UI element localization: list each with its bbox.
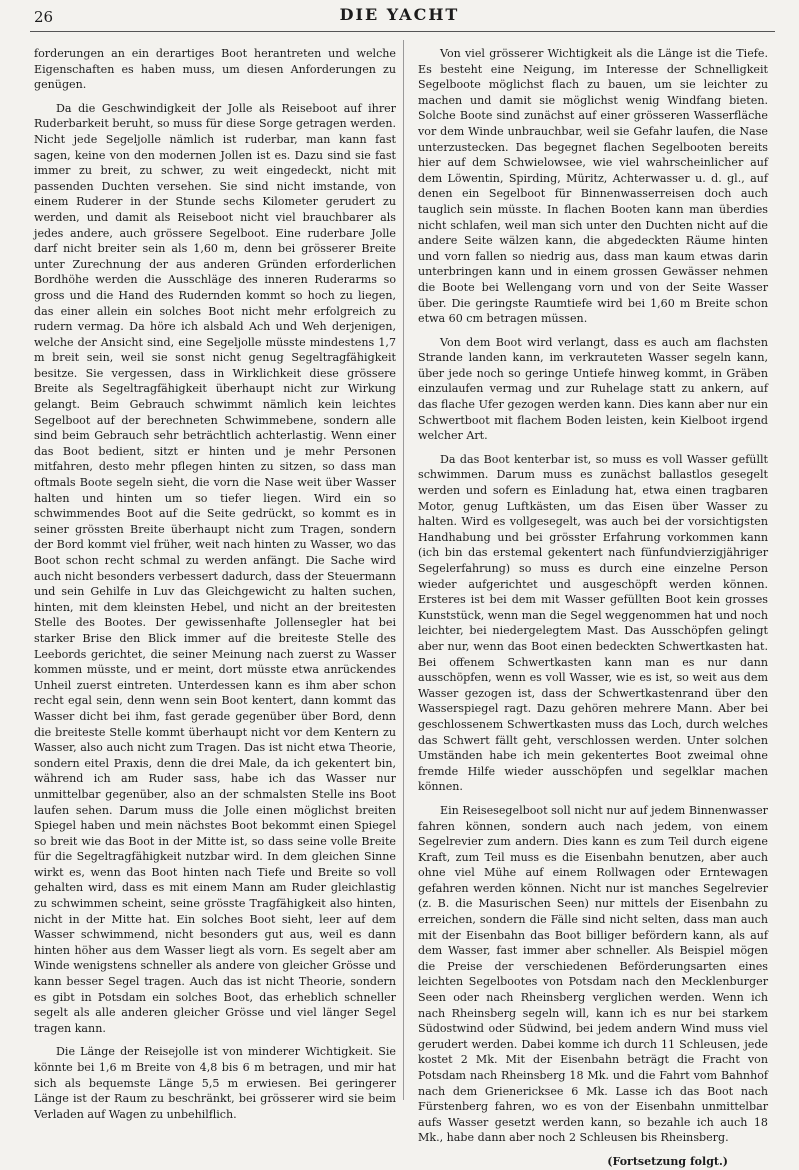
right-column (418, 46, 768, 1170)
paragraph: Ein Reisesegelboot soll nicht nur auf jedem Binnenwasser fahren können, sondern auch nach jedem, von einem Segelrevier zum andern. Dies kann es zum Teil durch eigene Kraft, zum Teil muss es die Eisenbahn benutzen, aber auch ohne viel Mühe auf einem Rollwagen oder Erntewagen gefahren werden können. Nicht nur ist manches Segelrevier (z. B. die Masurischen Seen) nur mittels der Eisenbahn zu erreichen, sondern die Fälle sind nicht selten, dass man auch mit der Eisenbahn das Boot billiger befördern kann, als auf dem Wasser, fast immer aber schneller. Als Beispiel mögen die Preise der verschiedenen Beförderungsarten eines leichten Segelbootes von Potsdam nach den Mecklenburger Seen oder nach Rheinsberg verglichen werden. Wenn ich nach Rheinsberg segeln will, kann ich es nur bei starkem Südostwind oder Südwind, bei jedem andern Wind muss viel gerudert werden. Dabei komme ich durch 11 Schleusen, jede kostet 2 Mk. Mit der Eisenbahn beträgt die Fracht von Potsdam nach Rheinsberg 18 Mk. und die Fahrt vom Bahnhof nach dem Grienericksee 6 Mk. Lasse ich das Boot nach Fürstenberg fahren, wo es von der Eisenbahn unmittelbar aufs Wasser gesetzt werden kann, so bezahle ich auch 18 Mk., habe dann aber noch 2 Schleusen bis Rheinsberg. (418, 803, 768, 1145)
paragraph: Von viel grösserer Wichtigkeit als die Länge ist die Tiefe. Es besteht eine Neigung, im Interesse der Schnelligkeit Segelboote möglichst flach zu bauen, um sie leichter zu machen und damit sie möglichst wenig Windfang bieten. Solche Boote sind zunächst auf einer grösseren Wasserfläche vor dem Winde unbrauchbar, weil sie Gefahr laufen, die Nase unterzustecken. Das begegnet flachen Segelbooten bereits hier auf dem Schwielowsee, wie viel wahrscheinlicher auf dem Löwentin, Spirding, Müritz, Achterwasser u. d. gl., auf denen ein Segelboot für Binnenwasserreisen doch auch tauglich sein müsste. In flachen Booten kann man überdies nicht schlafen, weil man sich unter den Duchten nicht auf die andere Seite wälzen kann, die abgedeckten Räume hinten und vorn fallen so niedrig aus, dass man kaum etwas darin unterbringen kann und in einem grossen Gewässer nehmen die Boote bei Wellengang vorn und von der Seite Wasser über. Die geringste Raumtiefe wird bei 1,60 m Breite schon etwa 60 cm betragen müssen. (418, 47, 768, 326)
header-rule (30, 31, 775, 32)
left-column (34, 46, 396, 1130)
paragraph: Die Länge der Reisejolle ist von minderer Wichtigkeit. Sie könnte bei 1,6 m Breite von 4,8 bis 6 m betragen, und mir hat sich als bequemste Länge 5,5 m erwiesen. Bei geringerer Länge ist der Raum zu beschränkt, bei grösserer wird sie beim Verladen auf Wagen zu unbehilflich. (34, 1045, 396, 1121)
paragraph: forderungen an ein derartiges Boot herantreten und welche Eigenschaften es haben muss, um diesen Anforderungen zu genügen. (34, 47, 396, 92)
continuation-note: (Fortsetzung folgt.) (607, 1154, 728, 1168)
paragraph: Da das Boot kenterbar ist, so muss es voll Wasser gefüllt schwimmen. Darum muss es zunächst ballastlos gesegelt werden und sofern es Einladung hat, etwa einen tragbaren Motor, genug Luftkästen, um das Eisen über Wasser zu halten. Wird es vollgesegelt, was auch bei der vorsichtigsten Handhabung und bei grösster Erfahrung vorkommen kann (ich bin das erstemal gekentert nach fünfundvierzigjähriger Segelerfahrung) so muss es durch eine einzelne Person wieder aufgerichtet und ausgeschöpft werden können. Ersteres ist bei dem mit Wasser gefüllten Boot kein grosses Kunststück, wenn man die Segel weggenommen hat und noch leichter, bei niedergelegtem Mast. Das Ausschöpfen gelingt aber nur, wenn das Boot einen bedeckten Schwertkasten hat. Bei offenem Schwertkasten kann man es nur dann ausschöpfen, wenn es voll Wasser, wie es ist, so weit aus dem Wasser gezogen ist, dass der Schwertkastenrand über den Wasserspiegel ragt. Dazu gehören mehrere Mann. Aber bei geschlossenem Schwertkasten muss das Loch, durch welches das Schwert fällt geht, verschlossen werden. Unter solchen Umständen habe ich mein gekentertes Boot zweimal ohne fremde Hilfe wieder ausschöpfen und segelklar machen können. (418, 452, 768, 794)
paragraph: Von dem Boot wird verlangt, dass es auch am flachsten Strande landen kann, im verkrauteten Wasser segeln kann, über jede noch so geringe Untiefe hinweg kommt, in Gräben einzulaufen vermag und zur Ruhelage statt zu ankern, auf das flache Ufer gezogen werden kann. Dies kann aber nur ein Schwertboot mit flachem Boden leisten, kein Kielboot irgend welcher Art. (418, 335, 768, 443)
running-title: DIE YACHT (339, 5, 460, 24)
page-number: 26 (34, 8, 54, 26)
paragraph: Da die Geschwindigkeit der Jolle als Reiseboot auf ihrer Ruderbarkeit beruht, so muss für diese Sorge getragen werden. Nicht jede Segeljolle nämlich ist ruderbar, man kann fast sagen, keine von den modernen Jollen ist es. Dazu sind sie fast immer zu breit, zu schwer, zu weit eingedeckt, nicht mit passenden Duchten versehen. Sie sind nicht imstande, von einem Ruderer in der Stunde sechs Kilometer gerudert zu werden, und damit als Reiseboot nicht viel brauchbarer als jedes andere, auch grössere Segelboot. Eine ruderbare Jolle darf nicht breiter sein als 1,60 m, denn bei grösserer Breite unter Zurechnung der aus anderen Gründen erforderlichen Bordhöhe werden die Ausschläge des inneren Ruderarms so gross und die Hand des Rudernden kommt so hoch zu liegen, das einer allein ein solches Boot nicht mehr erfolgreich zu rudern vermag. Da höre ich alsbald Ach und Weh derjenigen, welche der Ansicht sind, eine Segeljolle müsste mindestens 1,7 m breit sein, weil sie sonst nicht genug Segeltragfähigkeit besitze. Sie vergessen, dass in Wirklichkeit diese grössere Breite als Segeltragfähigkeit überhaupt nicht zur Wirkung gelangt. Beim Gebrauch schwimmt nämlich kein leichtes Segelboot auf der berechneten Schwimmebene, sondern alle sind beim Gebrauch sehr beträchtlich achterlastig. Wenn einer das Boot bedient, sitzt er hinten und je mehr Personen mitfahren, desto mehr pflegen hinten zu sitzen, so dass man oftmals Boote segeln sieht, die vorn die Nase weit über Wasser halten und hinten um so tiefer liegen. Wird ein so schwimmendes Boot auf die Seite gedrückt, so kommt es in seiner grössten Breite überhaupt nicht zum Tragen, sondern der Bord kommt viel früher, weit nach hinten zu Wasser, wo das Boot schon recht schmal zu werden anfängt. Die Sache wird auch nicht besonders verbessert dadurch, dass der Steuermann und sein Gehilfe in Luv das Gleichgewicht zu halten suchen, hinten, mit dem kleinsten Hebel, und nicht an der breitesten Stelle des Bootes. Der gewissenhafte Jollensegler hat bei starker Brise den Blick immer auf die breiteste Stelle des Leebords gerichtet, die seiner Meinung nach zuerst zu Wasser kommen müsste, und er meint, dort müsste etwa anrückendes Unheil zuerst eintreten. Unterdessen kann es ihm aber schon recht egal sein, denn wenn sein Boot kentert, dann kommt das Wasser dicht bei ihm, fast gerade gegenüber über Bord, denn die breiteste Stelle kommt überhaupt nicht vor dem Kentern zu Wasser, also auch nicht zum Tragen. Das ist nicht etwa Theorie, sondern eitel Praxis, denn die drei Male, da ich gekentert bin, während ich am Ruder sass, habe ich das Wasser nur unmittelbar gegenüber, also an der schmalsten Stelle ins Boot laufen sehen. Darum muss die Jolle einen möglichst breiten Spiegel haben und mein nächstes Boot bekommt einen Spiegel so breit wie das Boot in der Mitte ist, so dass seine volle Breite für die Segeltragfähigkeit nutzbar wird. In dem gleichen Sinne wirkt es, wenn das Boot hinten nach Tiefe und Breite so voll gehalten wird, dass es mit einem Mann am Ruder gleichlastig zu schwimmen scheint, seine grösste Tragfähigkeit also hinten, nicht in der Mitte hat. Ein solches Boot sieht, leer auf dem Wasser schwimmend, nicht besonders gut aus, weil es dann hinten höher aus dem Wasser liegt als vorn. Es segelt aber am Winde wenigstens schneller als andere von gleicher Grösse und kann besser Segel tragen. Auch das ist nicht Theorie, sondern es gibt in Potsdam ein solches Boot, das erheblich schneller segelt als alle anderen gleicher Grösse und viel länger Segel tragen kann. (34, 101, 396, 1035)
column-divider (403, 40, 404, 1100)
